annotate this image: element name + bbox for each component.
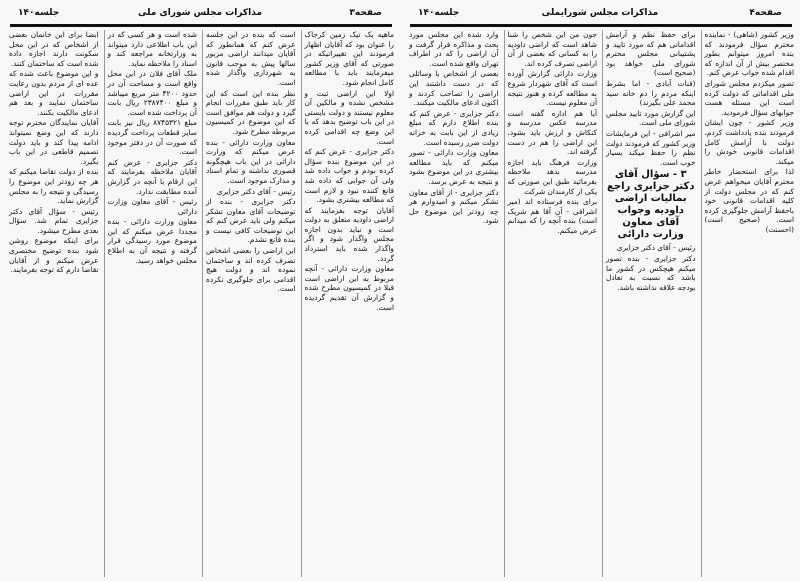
paragraph: معاون وزارت دارائی - آنچه مربوط به این اراضی است قبلا در کمیسیون مطرح شده و گزارش آن تقدیم گردیده است.: [304, 264, 394, 312]
paragraph: دکتر جزایری - عرض کنم که در این موضوع بنده سؤال کرده بودم و جواب داده شد ولی آن جوابی که داده شد قانع کننده نبود و لازم است که مطالعه بیشتری بشود.: [304, 147, 394, 205]
paragraph: لذا برای استحضار خاطر محترم آقایان میخواهم عرض کنم که در مجلس دولت از کلیه اقدامات قانونی خود باحفظ آرامش جلوگیری کرده است. (صحیح است) (احسنت): [704, 167, 794, 234]
paragraph: رئیس - سؤال آقای دکتر جزایری تمام شد. سؤال بعدی مطرح میشود.: [9, 206, 99, 235]
column: [504, 30, 598, 577]
paragraph: تصور میکردم مجلس شورای ملی اقداماتی که دولت کرده است این مسئله هست جوابهای سؤال فرمودید.: [704, 78, 794, 117]
paragraph: نظر بنده این است که این کار باید طبق مقررات انجام گیرد و دولت هم موافق است که این موضوع در کمیسیون مربوطه مطرح شود.: [206, 88, 296, 136]
column: [104, 30, 198, 577]
paragraph: وارد شده این مجلس مورد بحث و مذاکره قرار گرفت و آن اراضی را که در اطراف تهران واقع شده است.: [409, 30, 499, 68]
publication-title: مذاکرات مجلس شورای ملی: [137, 8, 263, 18]
page-number: صفحه۳: [349, 8, 382, 18]
paragraph: برای حفظ نظم و آرامش اقداماتی هم که مورد تایید و پشتیبانی مجلس محترم شورای ملی خواهد بود (صحیح است): [606, 30, 696, 78]
paragraph: آقایان توجه بفرمایند که اراضی داودیه متعلق به دولت است و نباید بدون اجازه مجلس واگذار شود و اگر واگذار شده باید استرداد گردد.: [304, 205, 394, 263]
paragraph: دکتر جزایری - عرض کنم آقایان ملاحظه بفرمایند که این ارقام با آنچه در گزارش آمده مطابقت ندارد.: [107, 157, 197, 196]
right-page: [400, 0, 800, 581]
page-header: [408, 4, 792, 22]
paragraph: برای اینکه موضوع روشن شود بنده توضیح مختصری عرض میکنم و از آقایان تقاضا دارم که توجه بفرمایند.: [9, 236, 99, 275]
paragraph: دکتر جزایری - عرض کنم که بنده اطلاع دارم که مبلغ زیادی از این بابت به خزانه دولت ضرر رسیده است.: [409, 108, 499, 147]
paragraph: (قنات آبادی - اما بشرط اینکه مردم را دم خانه سید محمد علی بگیرند): [606, 78, 696, 108]
header-rule: [410, 24, 792, 27]
paragraph: دکتر جزایری - بنده تصور میکنم هیچکس در کشور ما باشد که نسبت به تعادل بودجه علاقه نداشته باشد.: [606, 253, 696, 292]
paragraph: است که بنده در این جلسه عرض کنم که همانطور که آقایان میدانند اراضی مزبور سالها پیش به موجب قانون به شهرداری واگذار شده است.: [206, 30, 296, 87]
paragraph: ملک آقای فلان در این محل واقع است و مساحت آن در حدود ۴۲۰۰ متر مربع میباشد و مبلغ ۲۳۸۷۴۰۰ ریال بابت آن پرداخت شده است.: [107, 69, 197, 117]
column: [6, 30, 99, 577]
paragraph: معاون وزارت دارائی - بنده عرض میکنم که وزارت دارائی در این باب هیچگونه قصوری نداشته و تمام اسناد و مدارک موجود است.: [206, 137, 296, 185]
page-header: [8, 4, 392, 22]
paragraph: میر اشرافی - این فرمایشات وزیر کشور که فرمودند دولت نظم را حفظ میکند بسیار خوب است.: [606, 128, 696, 167]
session-number: جلسه۱۴۰: [18, 8, 60, 18]
text-columns: [6, 30, 394, 577]
paragraph: این گزارش مورد تایید مجلس شورای ملی است.: [606, 108, 696, 128]
paragraph: دکتر جزایری - بنده از توضیحات آقای معاون تشکر میکنم ولی باید عرض کنم که این توضیحات کافی نیست و بنده قانع نشدم.: [206, 197, 296, 245]
paragraph: معاون وزارت دارائی - تصور میکنم که باید مطالعه بیشتری در این موضوع بشود و نتیجه به عرض برسد.: [409, 148, 499, 186]
page-number: صفحه۴: [749, 8, 782, 18]
paragraph: ماهیه یک تیک زمین کرجاک را عنوان بود که آقایان اظهار فرمودند این تغییراتیکه در صورتی که آقای وزیر کشور میفرمایند باید با مطالعه کامل انجام شود.: [304, 30, 394, 87]
column: [202, 30, 296, 577]
paragraph: مبلغ ۸۷۴۵۳۲۱ ریال نیز بابت سایر قطعات پرداخت گردیده که صورت آن در دفتر موجود است.: [107, 118, 197, 157]
paragraph: آیا هم اداره گفته است مدرسه عکس مدرسه و کنکاش و ارزش باید بشود، این اراضی را هم در دست گرفته اند.: [507, 108, 597, 157]
paragraph: رئیس - آقای دکتر جزایری: [216, 186, 296, 196]
column: [406, 30, 499, 577]
paragraph: آقایان نمایندگان محترم توجه دارند که این وضع نمیتواند ادامه پیدا کند و باید دولت تصمیم قاطعی در این باب بگیرد.: [9, 118, 99, 166]
text-columns: [406, 30, 794, 577]
paragraph: این اراضی را بعضی اشخاص تصرف کرده اند و ساختمان نموده اند و دولت هیچ اقدامی برای جلوگیری نکرده است.: [206, 246, 296, 294]
column: [301, 30, 395, 577]
column: [701, 30, 795, 577]
paragraph: وزیر کشور (شاهی) - نماینده محترم سؤال فرمودند که بنده امروز میتوانم بطور مختصر بیش از آن اندازه که اقدام شده جواب عرض کنم.: [704, 30, 794, 78]
session-number: جلسه۱۴۰: [418, 8, 460, 18]
publication-title: مذاکرات مجلس شورایملی: [541, 8, 659, 18]
paragraph: رئیس - آقای دکتر جزایری: [616, 243, 696, 253]
paragraph: معاون وزارت دارائی - بنده مجددا عرض میکنم که این موضوع مورد رسیدگی قرار گرفته و نتیجه آن به اطلاع مجلس خواهد رسید.: [107, 217, 197, 265]
paragraph: وزارت دارائی گزارش آورده است که آقای شهردار شروع به مطالعه کرده و هنوز نتیجه آن معلوم نیست.: [507, 69, 597, 108]
paragraph: شده است و هر کسی که در این باب اطلاعی دارد میتواند به وزارتخانه مراجعه کند و اسناد را ملاحظه نماید.: [107, 30, 197, 68]
paragraph: دکتر جزایری - از آقای معاون تشکر میکنم و امیدوارم هر چه زودتر این موضوع حل شود.: [409, 187, 499, 226]
paragraph: برای بنده فرستاده اند (میر اشرافی - آن آقا هم شریک است) بنده آنچه را که میدانم عرض میکنم.: [507, 197, 597, 235]
paragraph: وزیر کشور - چون ایشان فرمودند بنده یادداشت کردم، دولت با آرامش کامل اقدامات قانونی خودش را میکند.: [704, 118, 794, 166]
paragraph: جون من این شخص را شنا شاهد است که اراضی داودیه را به کسانی که بعضی از آن اراضی تصرف کرده اند.: [507, 30, 597, 68]
paragraph: ایضا برای این خانمان بعضی از اشخاص که در این محل سکونت دارند اجازه داده شده است که ساختمان کنند.: [9, 30, 99, 68]
header-rule: [10, 24, 392, 27]
column: [602, 30, 696, 577]
paragraph: وزارت فرهنگ باید اجازه مدرسه بدهد ملاحظه بفرمائید طبق این صورتی که یکی از کارمندان شرکت: [507, 157, 597, 196]
paragraph: اولا این اراضی ثبت و مشخص نشده و مالکین آن معلوم نیستند و دولت بایستی در این باب توضیح بدهد که با این وضع چه اقدامی کرده است.: [304, 88, 394, 146]
section-heading: ۳ - سؤال آقای دکتر جزایری راجع بمالیات اراضی داودیه وجواب آقای معاون وزارت دارائی: [607, 169, 695, 241]
paragraph: بنده از دولت تقاضا میکنم که هر چه زودتر این موضوع را رسیدگی و نتیجه را به مجلس گزارش نماید.: [9, 167, 99, 206]
paragraph: رئیس - آقای معاون وزارت دارائی: [107, 197, 197, 216]
paragraph: بعضی از اشخاص با وسائلی که در دست داشتند این اراضی را تصاحب کردند و اکنون ادعای مالکیت میکنند.: [409, 69, 499, 108]
paragraph: و این موضوع باعث شده که عده ای از مردم بدون رعایت مقررات در این اراضی ساختمان نمایند و بعد هم ادعای مالکیت بکنند.: [9, 69, 99, 117]
